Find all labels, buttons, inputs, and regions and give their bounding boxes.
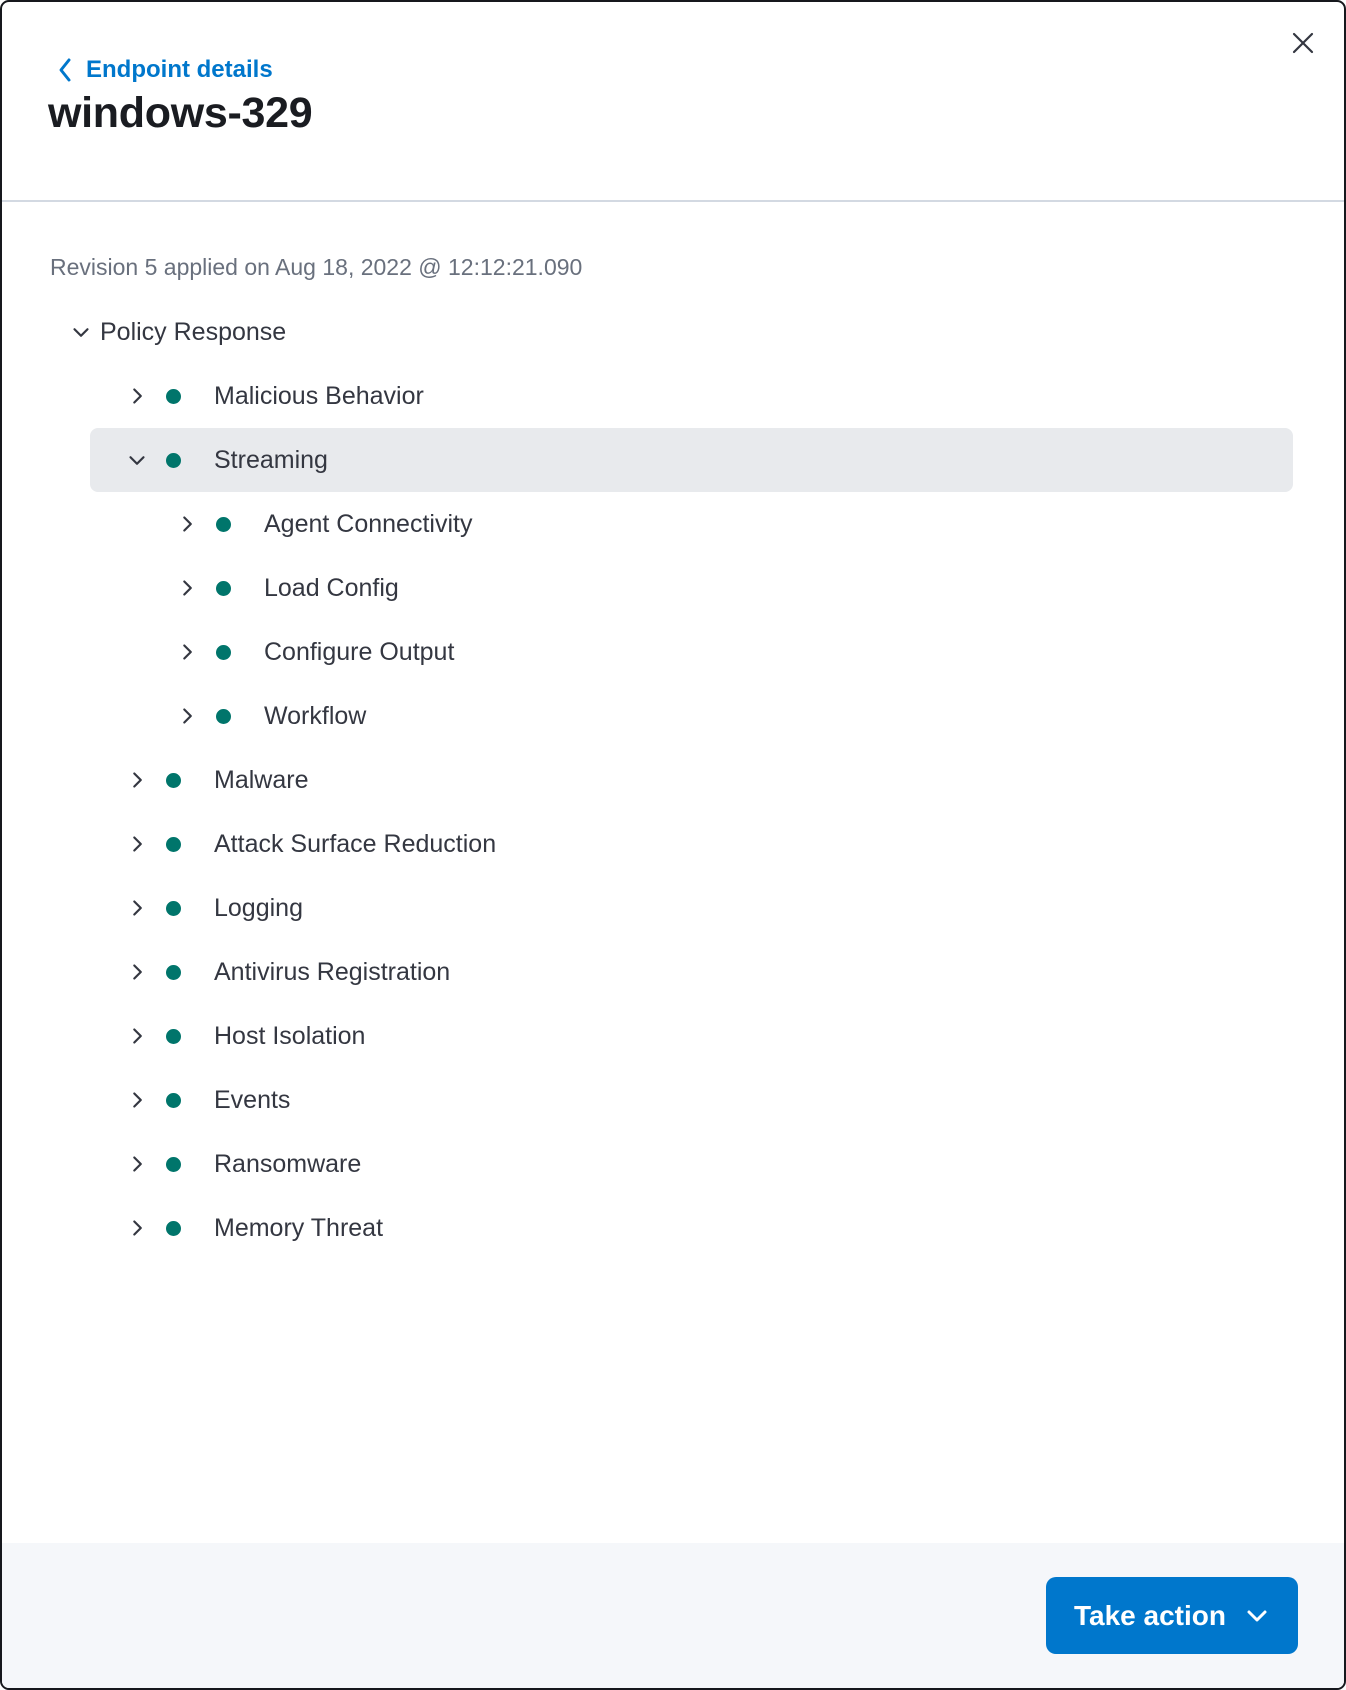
chevron-right-icon — [124, 959, 150, 985]
back-link[interactable] — [58, 56, 273, 85]
chevron-right-icon — [174, 511, 200, 537]
expand-toggle[interactable] — [124, 1087, 150, 1113]
tree-item-streaming[interactable] — [90, 428, 1293, 492]
chevron-right-icon — [124, 1087, 150, 1113]
tree-item-ransomware[interactable] — [50, 1132, 1293, 1196]
page-title: windows-329 — [48, 89, 313, 137]
tree-item-label: Memory Threat — [214, 1214, 384, 1242]
tree-item-label: Load Config — [264, 574, 399, 602]
status-dot-icon — [216, 517, 231, 532]
status-dot-icon — [166, 837, 181, 852]
tree-item-label: Host Isolation — [214, 1022, 366, 1050]
status-dot-icon — [166, 1029, 181, 1044]
back-link-label: Endpoint details — [86, 56, 273, 83]
expand-toggle[interactable] — [124, 1151, 150, 1177]
chevron-right-icon — [174, 639, 200, 665]
status-dot-icon — [166, 1093, 181, 1108]
expand-toggle[interactable] — [174, 639, 200, 665]
status-dot-icon — [216, 581, 231, 596]
tree-item-host-isolation[interactable] — [50, 1004, 1293, 1068]
back-chevron-icon — [58, 57, 72, 83]
status-dot-icon — [166, 389, 181, 404]
tree-item-configure-output[interactable] — [50, 620, 1293, 684]
tree-item-workflow[interactable] — [50, 684, 1293, 748]
tree-item-label: Malware — [214, 766, 309, 794]
tree-item-load-config[interactable] — [50, 556, 1293, 620]
tree-item-malicious-behavior[interactable] — [50, 364, 1293, 428]
chevron-down-icon — [68, 319, 94, 345]
expand-toggle[interactable] — [124, 895, 150, 921]
tree-item-memory-threat[interactable] — [50, 1196, 1293, 1260]
status-dot-icon — [166, 965, 181, 980]
tree-item-label: Policy Response — [100, 318, 287, 346]
status-dot-icon — [166, 453, 181, 468]
chevron-right-icon — [124, 383, 150, 409]
chevron-right-icon — [174, 703, 200, 729]
chevron-right-icon — [124, 895, 150, 921]
tree-item-antivirus-registration[interactable] — [50, 940, 1293, 1004]
tree-item-label: Streaming — [214, 446, 328, 474]
expand-toggle[interactable] — [124, 959, 150, 985]
tree-item-label: Attack Surface Reduction — [214, 830, 497, 858]
tree-item-label: Agent Connectivity — [264, 510, 473, 538]
tree-item-attack-surface-reduction[interactable] — [50, 812, 1293, 876]
status-dot-icon — [166, 1221, 181, 1236]
chevron-right-icon — [124, 1151, 150, 1177]
chevron-right-icon — [174, 575, 200, 601]
tree-item-policy-response[interactable] — [50, 300, 1293, 364]
status-dot-icon — [166, 1157, 181, 1172]
revision-text: Revision 5 applied on Aug 18, 2022 @ 12:12:21.090 — [50, 254, 583, 280]
status-dot-icon — [216, 709, 231, 724]
expand-toggle[interactable] — [124, 767, 150, 793]
expand-toggle[interactable] — [174, 703, 200, 729]
tree-item-label: Events — [214, 1086, 291, 1114]
tree-item-logging[interactable] — [50, 876, 1293, 940]
policy-response-tree — [50, 300, 1293, 1260]
chevron-right-icon — [124, 1023, 150, 1049]
status-dot-icon — [166, 901, 181, 916]
expand-toggle[interactable] — [124, 1215, 150, 1241]
tree-item-events[interactable] — [50, 1068, 1293, 1132]
expand-toggle[interactable] — [124, 1023, 150, 1049]
tree-item-malware[interactable] — [50, 748, 1293, 812]
status-dot-icon — [166, 773, 181, 788]
expand-toggle[interactable] — [68, 319, 94, 345]
status-dot-icon — [216, 645, 231, 660]
tree-item-label: Configure Output — [264, 638, 455, 666]
tree-item-label: Logging — [214, 894, 303, 922]
take-action-label: Take action — [1074, 1599, 1226, 1631]
expand-toggle[interactable] — [174, 511, 200, 537]
tree-item-label: Workflow — [264, 702, 367, 730]
tree-item-label: Antivirus Registration — [214, 958, 451, 986]
tree-item-label: Ransomware — [214, 1150, 362, 1178]
chevron-down-icon — [1244, 1603, 1270, 1629]
tree-item-agent-connectivity[interactable] — [50, 492, 1293, 556]
expand-toggle[interactable] — [124, 831, 150, 857]
expand-toggle[interactable] — [124, 383, 150, 409]
close-icon — [1289, 29, 1317, 57]
tree-item-label: Malicious Behavior — [214, 382, 424, 410]
take-action-button[interactable] — [1046, 1577, 1298, 1654]
flyout-footer — [2, 1543, 1344, 1688]
chevron-down-icon — [124, 447, 150, 473]
expand-toggle[interactable] — [124, 447, 150, 473]
chevron-right-icon — [124, 831, 150, 857]
expand-toggle[interactable] — [174, 575, 200, 601]
close-button[interactable] — [1286, 26, 1320, 60]
chevron-right-icon — [124, 767, 150, 793]
chevron-right-icon — [124, 1215, 150, 1241]
header-divider — [2, 200, 1344, 202]
